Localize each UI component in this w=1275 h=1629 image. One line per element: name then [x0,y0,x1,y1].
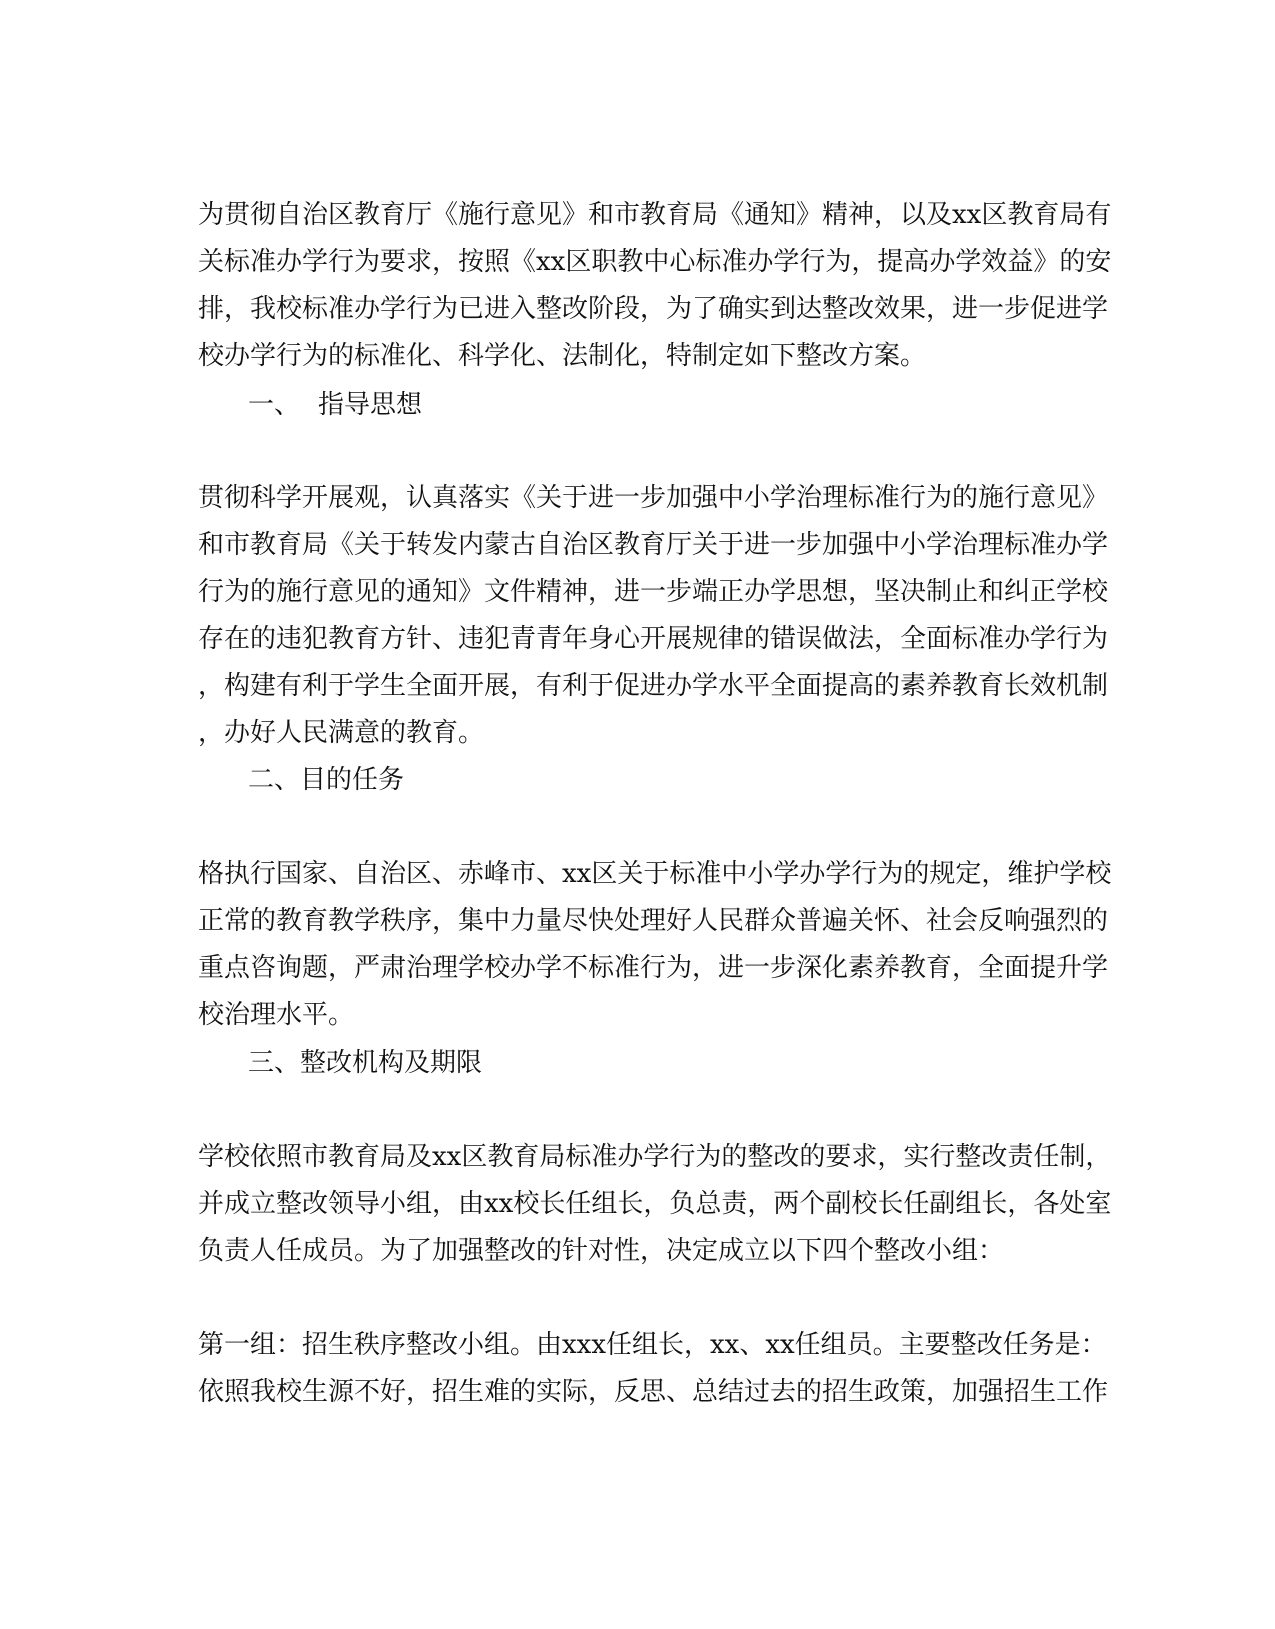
paragraph-3-line-1: 格执行国家、自治区、赤峰市、xx区关于标准中小学办学行为的规定，维护学校 [198,859,1112,889]
paragraph-1-line-4: 校办学行为的标准化、科学化、法制化，特制定如下整改方案。 [198,341,927,371]
paragraph-2-line-4: 存在的违犯教育方针、违犯青青年身心开展规律的错误做法，全面标准办学行为 [198,624,1109,654]
paragraph-1-line-2: 关标准办学行为要求，按照《xx区职教中心标准办学行为，提高办学效益》的安 [198,247,1112,277]
paragraph-3-line-2: 正常的教育教学秩序，集中力量尽快处理好人民群众普遍关怀、社会反响强烈的 [198,906,1109,936]
paragraph-3-line-4: 校治理水平。 [198,1000,355,1030]
section-heading-3: 三、整改机构及期限 [248,1048,483,1078]
paragraph-1-line-3: 排，我校标准办学行为已进入整改阶段，为了确实到达整改效果，进一步促进学 [198,294,1109,324]
paragraph-2-line-5: ，构建有利于学生全面开展，有利于促进办学水平全面提高的素养教育长效机制 [198,671,1109,701]
section-heading-1-title: 指导思想 [318,390,423,420]
paragraph-4-line-1: 学校依照市教育局及xx区教育局标准办学行为的整改的要求，实行整改责任制， [198,1142,1112,1172]
section-heading-2: 二、目的任务 [248,765,405,795]
section-heading-1-number: 一、 [248,390,301,420]
paragraph-3-line-3: 重点咨询题，严肃治理学校办学不标准行为，进一步深化素养教育，全面提升学 [198,953,1109,983]
paragraph-1-line-1: 为贯彻自治区教育厅《施行意见》和市教育局《通知》精神，以及xx区教育局有 [198,200,1112,230]
paragraph-5-line-2: 依照我校生源不好，招生难的实际，反思、总结过去的招生政策，加强招生工作 [198,1377,1109,1407]
section-heading-1 [248,381,422,429]
paragraph-2-line-3: 行为的施行意见的通知》文件精神，进一步端正办学思想，坚决制止和纠正学校 [198,577,1109,607]
paragraph-5-line-1: 第一组：招生秩序整改小组。由xxx任组长，xx、xx任组员。主要整改任务是： [198,1330,1107,1360]
paragraph-2-line-2: 和市教育局《关于转发内蒙古自治区教育厅关于进一步加强中小学治理标准办学 [198,530,1109,560]
paragraph-4-line-3: 负责人任成员。为了加强整改的针对性，决定成立以下四个整改小组： [198,1236,1005,1266]
paragraph-2-line-1: 贯彻科学开展观，认真落实《关于进一步加强中小学治理标准行为的施行意见》 [198,483,1109,513]
paragraph-2-line-6: ，办好人民满意的教育。 [198,718,485,748]
paragraph-4-line-2: 并成立整改领导小组，由xx校长任组长，负总责，两个副校长任副组长，各处室 [198,1189,1112,1219]
